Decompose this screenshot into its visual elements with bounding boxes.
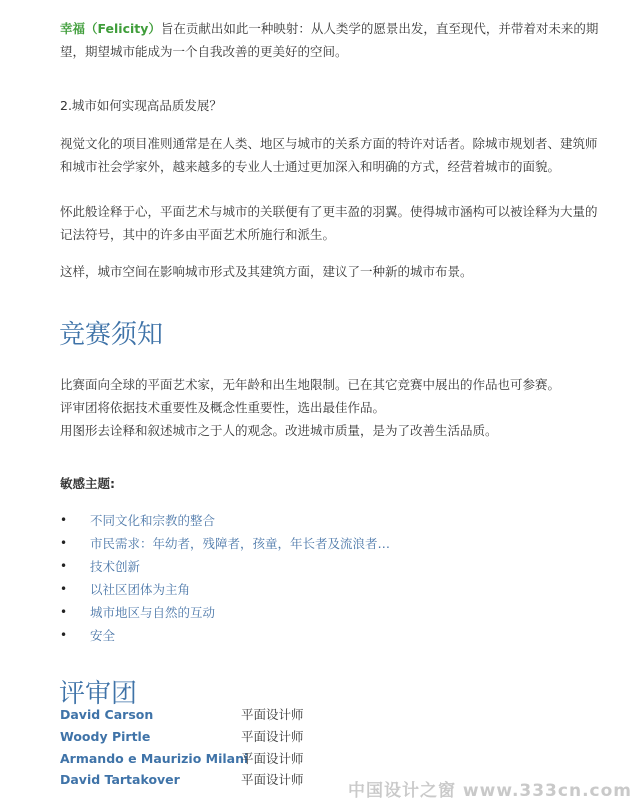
jury-role: 平面设计师 — [241, 729, 304, 744]
competition-line-2: 评审团将依据技术重要性及概念性重要性，选出最佳作品。 — [60, 400, 386, 415]
list-item: • 不同文化和宗教的整合 — [60, 509, 390, 532]
bullet-icon: • — [60, 605, 68, 619]
bullet-icon: • — [60, 513, 68, 527]
bullet-icon: • — [60, 628, 68, 642]
intro-paragraph — [60, 18, 600, 63]
topics-list — [60, 509, 390, 647]
list-item: • 以社区团体为主角 — [60, 578, 390, 601]
list-item: • 市民需求：年幼者，残障者，孩童，年长者及流浪者… — [60, 532, 390, 555]
list-item: • 城市地区与自然的互动 — [60, 601, 390, 624]
competition-line-1: 比赛面向全球的平面艺术家，无年龄和出生地限制。已在其它竞赛中展出的作品也可参赛。 — [60, 377, 561, 392]
list-item: • 技术创新 — [60, 555, 390, 578]
intro-text: 旨在贡献出如此一种映射：从人类学的愿景出发，直至现代，并带着对未来的期望，期望城市能成为一个自我改善的更美好的空间。 — [60, 21, 599, 59]
jury-name: David Carson — [60, 707, 154, 722]
bullet-icon: • — [60, 582, 68, 596]
watermark: 中国设计之窗 www.333cn.com — [348, 781, 632, 801]
section-paragraph-2: 怀此般诠释于心，平面艺术与城市的关联便有了更丰盈的羽翼。使得城市涵构可以被诠释为大量的记法符号，其中的许多由平面艺术所施行和派生。 — [60, 204, 598, 242]
jury-role: 平面设计师 — [241, 772, 304, 787]
list-item: • 安全 — [60, 624, 390, 647]
topics-label: 敏感主题: — [60, 476, 115, 491]
section-paragraph-3: 这样，城市空间在影响城市形式及其建筑方面，建议了一种新的城市布景。 — [60, 264, 473, 279]
bullet-icon: • — [60, 536, 68, 550]
section-paragraph-1: 视觉文化的项目准则通常是在人类、地区与城市的关系方面的特许对话者。除城市规划者、建筑师和城市社会学家外，越来越多的专业人士通过更加深入和明确的方式，经营着城市的面貌。 — [60, 136, 598, 174]
jury-role: 平面设计师 — [241, 751, 304, 766]
bullet-icon: • — [60, 559, 68, 573]
jury-name: Armando e Maurizio Milani — [60, 751, 249, 766]
jury-name: Woody Pirtle — [60, 729, 151, 744]
jury-name: David Tartakover — [60, 772, 180, 787]
jury-role: 平面设计师 — [241, 707, 304, 722]
felicity-highlight: 幸福（Felicity） — [60, 21, 161, 36]
competition-title: 竞赛须知 — [59, 320, 164, 350]
competition-line-3: 用图形去诠释和叙述城市之于人的观念。改进城市质量，是为了改善生活品质。 — [60, 423, 498, 438]
jury-title: 评审团 — [59, 679, 138, 709]
section-heading: 2.城市如何实现高品质发展？ — [60, 98, 222, 113]
